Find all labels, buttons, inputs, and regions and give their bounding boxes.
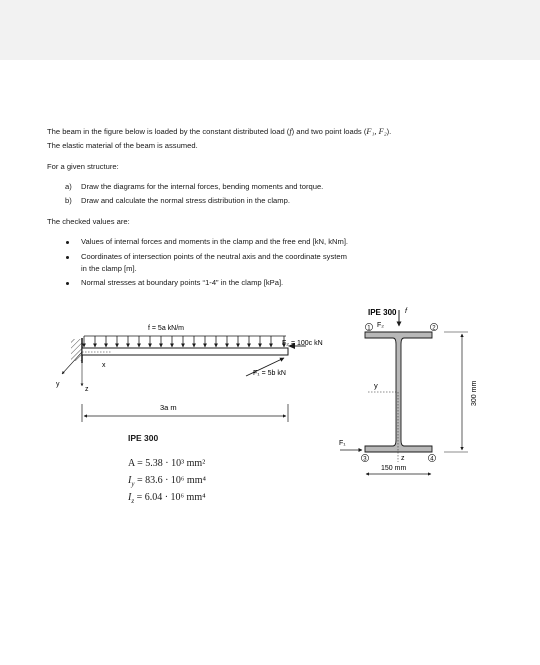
- iy-subscript: y: [131, 480, 135, 488]
- checked-item-2: Coordinates of intersection points of the neutral axis and the coordinate system: [81, 252, 347, 261]
- task-b-text: Draw and calculate the normal stress distribution in the clamp.: [81, 196, 290, 205]
- property-area: A = 5.38 · 10³ mm²: [128, 458, 206, 469]
- task-a-marker: a): [65, 182, 72, 191]
- property-iy: [128, 474, 206, 491]
- force-f2-label: F₂ = 100c kN: [282, 340, 323, 347]
- intro-text: The beam in the figure below is loaded by the constant distributed load (: [47, 127, 290, 136]
- structure-heading: For a given structure:: [47, 162, 119, 171]
- intro-text: ).: [386, 127, 392, 136]
- iz-subscript: z: [131, 497, 135, 505]
- x-axis-label: x: [102, 362, 106, 369]
- load-symbols: F₁, F₂: [366, 127, 387, 136]
- beam-figure: [0, 300, 540, 520]
- section-y-label: y: [374, 381, 378, 390]
- checked-item-2-cont: in the clamp [m].: [81, 264, 137, 273]
- intro-text: ) and two point loads (: [291, 127, 367, 136]
- height-label: 300 mm: [471, 380, 478, 406]
- section-f1-label: F₁: [339, 440, 346, 447]
- section-f-label: f: [405, 308, 407, 315]
- distributed-load-arrows: [84, 336, 284, 347]
- checked-heading: The checked values are:: [47, 217, 130, 226]
- z-axis-label: z: [85, 386, 89, 393]
- bullet: [66, 256, 69, 259]
- task-b-marker: b): [65, 196, 72, 205]
- iz-value: = 6.04 · 10⁶ mm⁴: [134, 492, 206, 503]
- section-f2-label: F₂: [377, 322, 384, 329]
- property-iz: [128, 491, 206, 508]
- beam: [82, 348, 288, 355]
- iy-symbol: I: [128, 475, 132, 486]
- top-bar: [0, 0, 540, 60]
- point-4-label: 4: [430, 456, 434, 463]
- point-1-label: 1: [367, 325, 371, 332]
- properties-title: IPE 300: [128, 433, 159, 443]
- point-2-label: 2: [432, 325, 436, 332]
- section-title: IPE 300: [368, 308, 397, 317]
- force-f1-label: F₁ = 5b kN: [253, 370, 286, 377]
- iz-symbol: I: [128, 492, 132, 503]
- iy-value: = 83.6 · 10⁶ mm⁴: [134, 475, 206, 486]
- span-label: 3a m: [160, 403, 177, 412]
- checked-item-1: Values of internal forces and moments in the clamp and the free end [kN, kNm].: [81, 237, 349, 246]
- point-3-label: 3: [363, 456, 367, 463]
- bullet: [66, 282, 69, 285]
- flange-width-label: 150 mm: [381, 465, 407, 472]
- intro-line-1: [47, 126, 391, 137]
- y-axis-label: y: [56, 381, 60, 388]
- load-symbol-f: f: [289, 127, 292, 136]
- bullet: [66, 241, 69, 244]
- intro-line-2: The elastic material of the beam is assumed.: [47, 141, 198, 150]
- distributed-load-label: f = 5a kN/m: [148, 325, 184, 332]
- checked-item-3: Normal stresses at boundary points “1-4” in the clamp [kPa].: [81, 278, 284, 287]
- task-a-text: Draw the diagrams for the internal forces, bending moments and torque.: [81, 182, 324, 191]
- section-z-label: z: [401, 455, 405, 462]
